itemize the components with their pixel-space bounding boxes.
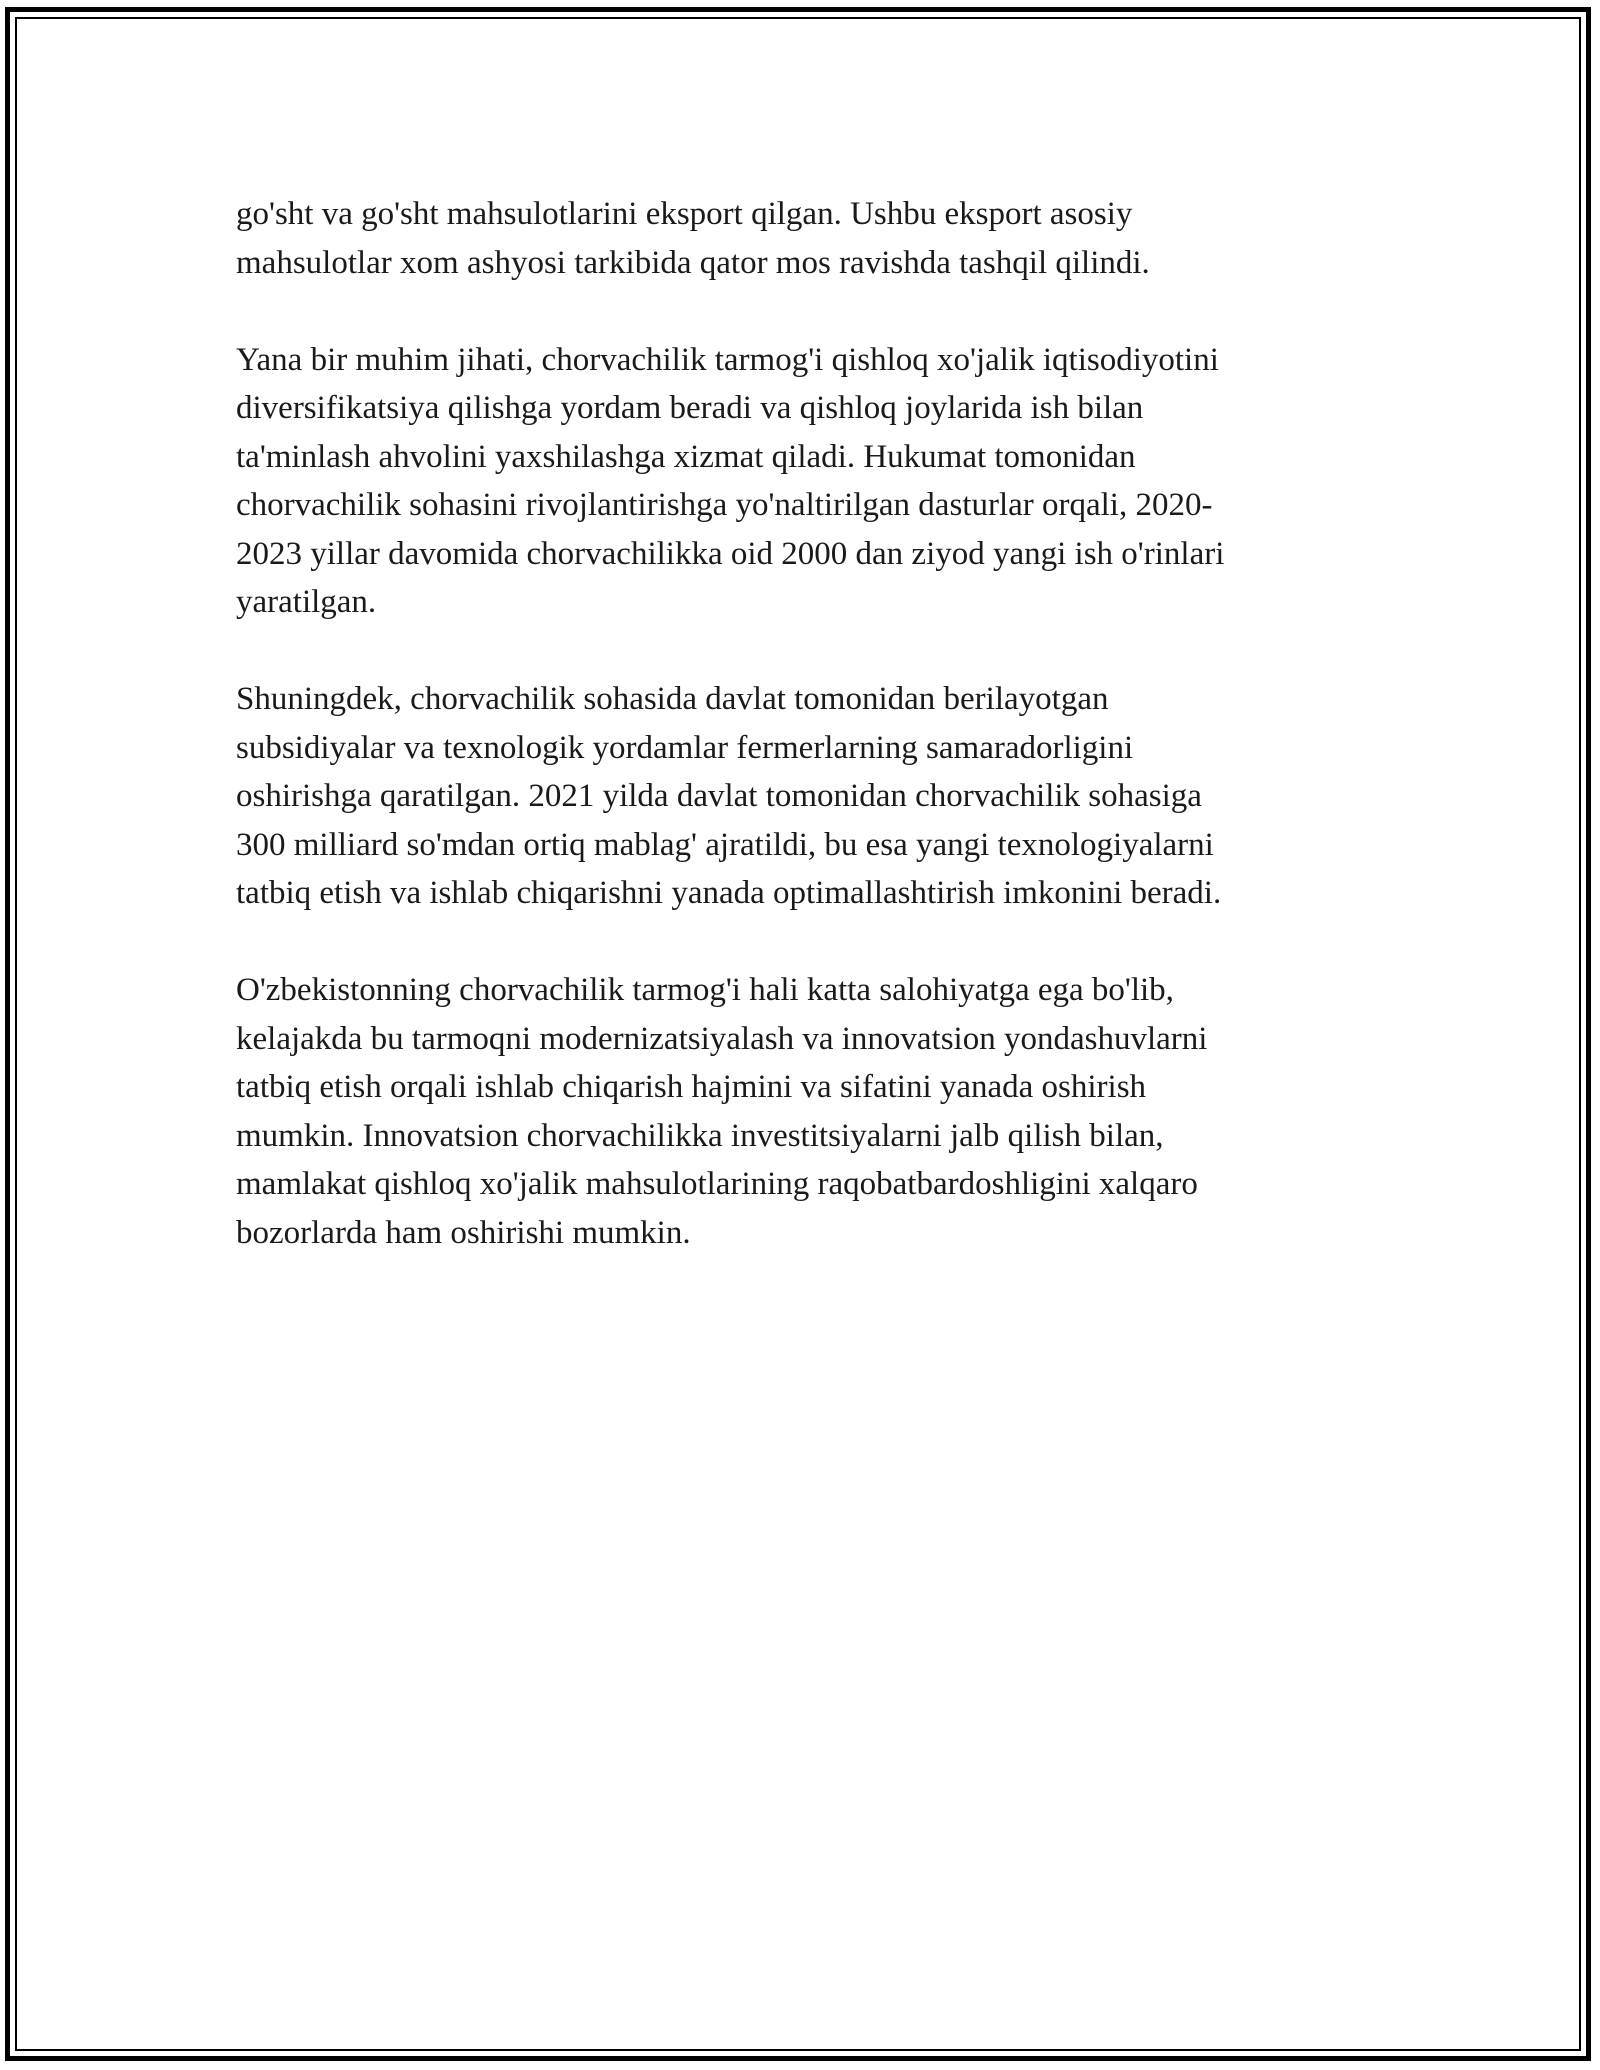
text-line: mahsulotlar xom ashyosi tarkibida qator mos ravishda tashqil qilindi. (236, 244, 1150, 281)
text-line: subsidiyalar va texnologik yordamlar fermerlarning samaradorligini (236, 729, 1134, 766)
text-line: oshirishga qaratilgan. 2021 yilda davlat tomonidan chorvachilik sohasiga (236, 778, 1202, 814)
text-line: Yana bir muhim jihati, chorvachilik tarmog'i qishloq xo'jalik iqtisodiyotini (236, 341, 1219, 378)
paragraph-potential (236, 966, 1366, 1257)
text-line: tatbiq etish va ishlab chiqarishni yanada optimallashtirish imkonini beradi. (236, 875, 1222, 911)
text-line: yaratilgan. (236, 584, 377, 620)
text-line: diversifikatsiya qilishga yordam beradi va qishloq joylarida ish bilan (236, 390, 1144, 426)
text-line: 2023 yillar davomida chorvachilikka oid 2000 dan ziyod yangi ish o'rinlari (236, 535, 1225, 572)
text-line: go'sht va go'sht mahsulotlarini eksport qilgan. Ushbu eksport asosiy (236, 196, 1133, 232)
paragraph-export (236, 190, 1366, 287)
text-line: mumkin. Innovatsion chorvachilikka investitsiyalarni jalb qilish bilan, (236, 1117, 1164, 1154)
text-line: chorvachilik sohasini rivojlantirishga yo'naltirilgan dasturlar orqali, 2020- (236, 487, 1213, 523)
paragraph-employment (236, 336, 1366, 627)
paragraph-subsidies (236, 675, 1366, 918)
text-line: O'zbekistonning chorvachilik tarmog'i hali katta salohiyatga ega bo'lib, (236, 972, 1174, 1008)
text-line: Shuningdek, chorvachilik sohasida davlat tomonidan berilayotgan (236, 681, 1109, 717)
text-line: 300 milliard so'mdan ortiq mablag' ajratildi, bu esa yangi texnologiyalarni (236, 826, 1214, 863)
text-line: kelajakda bu tarmoqni modernizatsiyalash va innovatsion yondashuvlarni (236, 1020, 1208, 1057)
text-line: ta'minlash ahvolini yaxshilashga xizmat qiladi. Hukumat tomonidan (236, 438, 1136, 475)
text-line: bozorlarda ham oshirishi mumkin. (236, 1214, 691, 1251)
text-line: mamlakat qishloq xo'jalik mahsulotlarining raqobatbardoshligini xalqaro (236, 1166, 1198, 1202)
document-body (236, 190, 1366, 1306)
text-line: tatbiq etish orqali ishlab chiqarish hajmini va sifatini yanada oshirish (236, 1069, 1147, 1105)
